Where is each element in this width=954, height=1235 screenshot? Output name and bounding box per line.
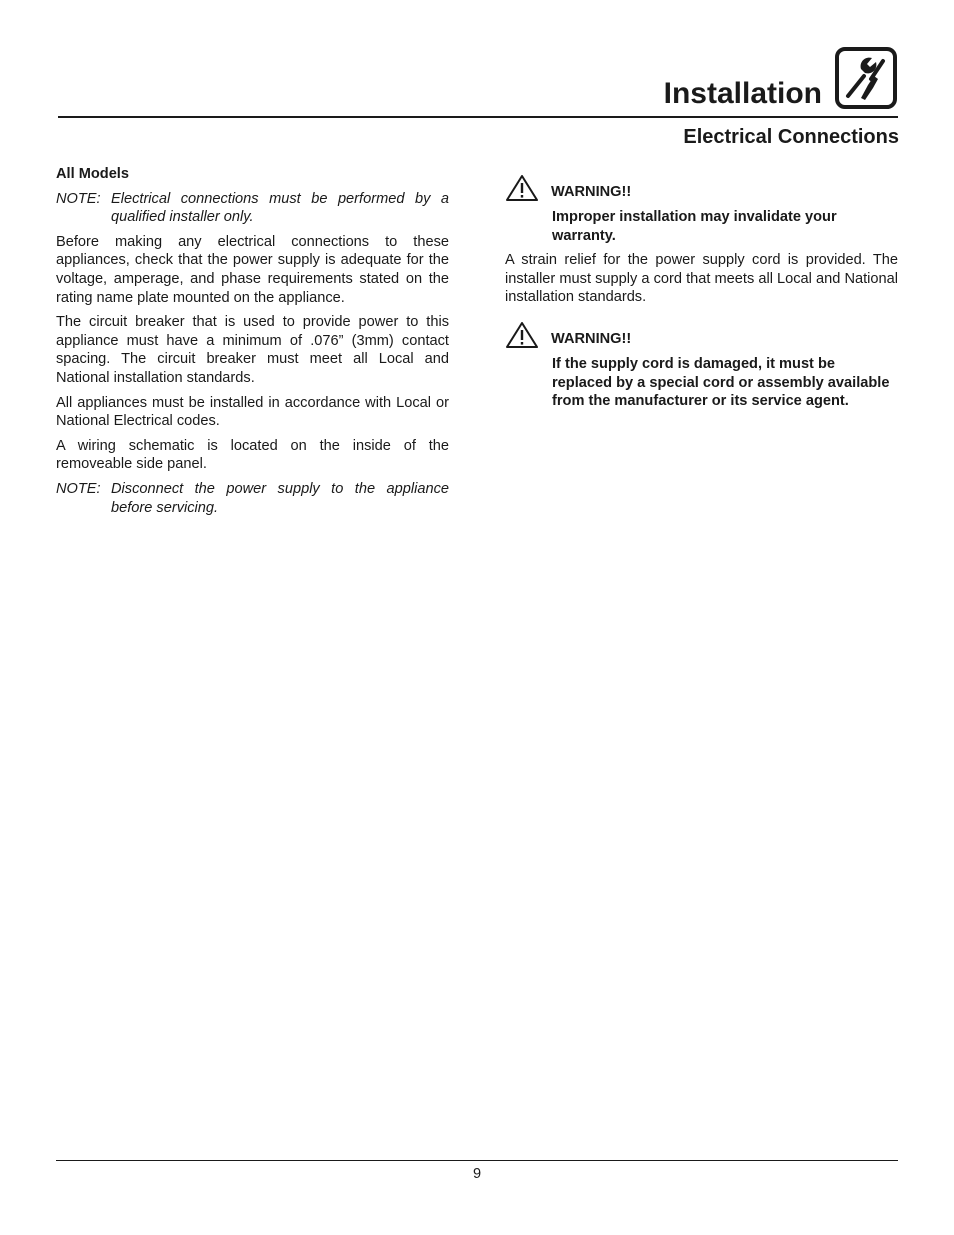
note-text: Disconnect the power supply to the appliance before servicing. xyxy=(111,480,449,516)
note-label: NOTE: xyxy=(56,190,101,207)
page-number: 9 xyxy=(472,1166,482,1182)
paragraph: All appliances must be installed in accordance with Local or National Electrical codes. xyxy=(56,394,449,430)
header-divider xyxy=(58,116,898,118)
warning-triangle-icon xyxy=(505,174,539,202)
note-label: NOTE: xyxy=(56,480,101,497)
warning-text: Improper installation may invalidate your warranty. xyxy=(552,209,837,244)
paragraph: A strain relief for the power supply cord is provided. The installer must supply a cord that meets all Local and National installation standards. xyxy=(505,252,898,306)
note xyxy=(56,480,449,517)
warning-block xyxy=(505,319,898,411)
warning-triangle-icon xyxy=(505,321,539,349)
warning-label: WARNING!! xyxy=(551,330,632,347)
page-title: Installation xyxy=(663,77,822,110)
paragraph: The circuit breaker that is used to provide power to this appliance must have a minimum of .076” (3mm) contact spacing. The circuit breaker must meet all Local and National installation standards. xyxy=(56,314,449,386)
subheading: All Models xyxy=(56,166,129,182)
warning-label: WARNING!! xyxy=(551,184,632,200)
paragraph: Before making any electrical connections to these appliances, check that the power supply is adequate for the voltage, amperage, and phase requirements stated on the rating name plate mounted on the appliance. xyxy=(56,233,449,306)
note xyxy=(56,190,449,227)
section-title: Electrical Connections xyxy=(683,126,899,148)
warning-text: If the supply cord is damaged, it must be replaced by a special cord or assembly available from the manufacturer or its service agent. xyxy=(552,355,890,410)
paragraph: A wiring schematic is located on the inside of the removeable side panel. xyxy=(56,437,449,473)
left-column xyxy=(56,165,449,523)
wrench-screwdriver-icon xyxy=(834,46,898,110)
right-column xyxy=(505,172,898,417)
footer-divider xyxy=(56,1160,898,1161)
warning-block xyxy=(505,172,898,245)
note-text: Electrical connections must be performed by a qualified installer only. xyxy=(111,190,449,226)
